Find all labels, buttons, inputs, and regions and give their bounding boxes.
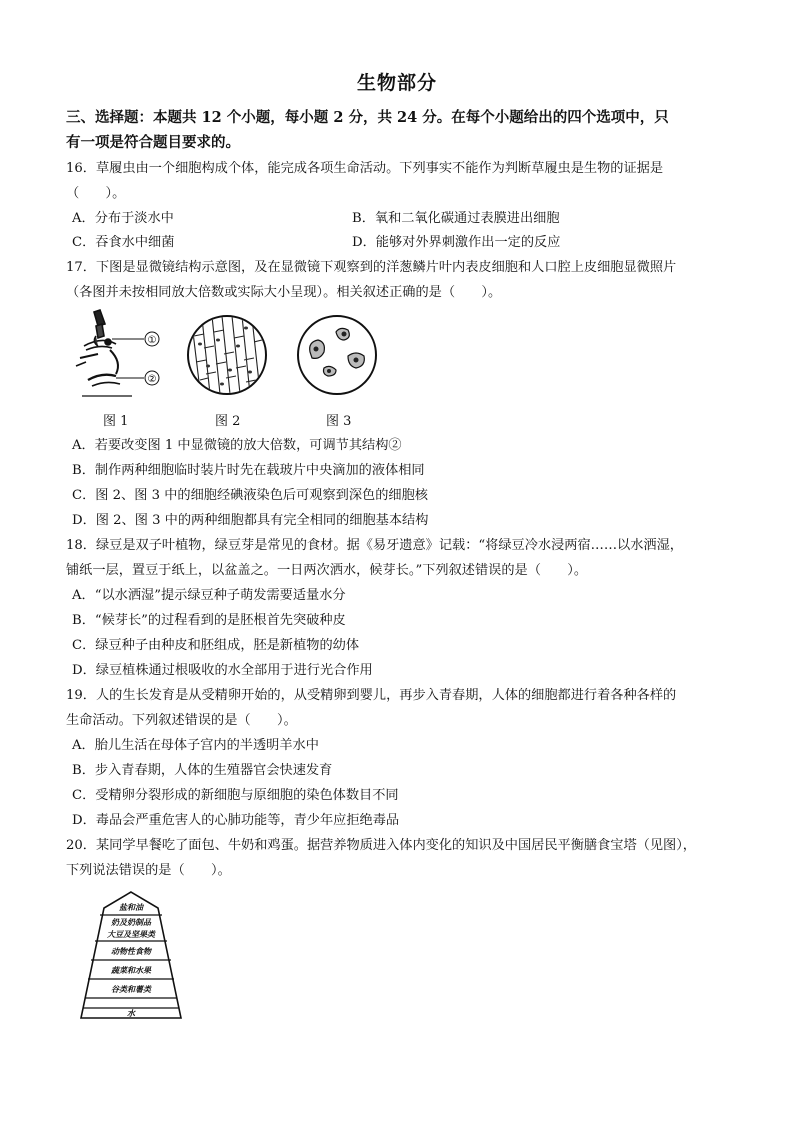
q19-stem-line2: 生命活动。下列叙述错误的是（ ）。 <box>66 713 297 728</box>
q16-option-d: D．能够对外界刺激作出一定的反应 <box>352 235 561 250</box>
page-title: 生物部分 <box>356 72 437 94</box>
q20-stem-line2: 下列说法错误的是（ ）。 <box>66 863 231 878</box>
q16-option-c: C．吞食水中细菌 <box>72 235 175 250</box>
pyramid-tier-animal-food: 动物性食物 <box>111 946 151 956</box>
q19-option-b: B．步入青春期，人体的生殖器官会快速发育 <box>72 763 333 778</box>
q16-stem-line2: （ ）。 <box>66 186 126 201</box>
figure-1-caption: 图 1 <box>103 414 129 429</box>
q19-option-d: D．毒品会严重危害人的心肺功能等，青少年应拒绝毒品 <box>72 813 400 828</box>
q17-option-a: A．若要改变图 1 中显微镜的放大倍数，可调节其结构② <box>72 438 402 453</box>
q18-stem-line1: 18．绿豆是双子叶植物，绿豆芽是常见的食材。据《易牙遗意》记载：“将绿豆冷水浸两宿……以水洒湿， <box>66 538 683 553</box>
pyramid-tier-grains: 谷类和薯类 <box>111 984 151 994</box>
q16-stem-line1: 16．草履虫由一个细胞构成个体，能完成各项生命活动。下列事实不能作为判断草履虫是生物的证据是 <box>66 161 664 176</box>
q17-option-c: C．图 2、图 3 中的细胞经碘液染色后可观察到深色的细胞核 <box>72 488 428 503</box>
microscope-label-2: ② <box>147 374 157 385</box>
q17-option-b: B．制作两种细胞临时装片时先在载玻片中央滴加的液体相同 <box>72 463 425 478</box>
q17-stem-line1: 17．下图是显微镜结构示意图，及在显微镜下观察到的洋葱鳞片叶内表皮细胞和人口腔上皮细胞显微照片 <box>66 260 677 275</box>
microscope-label-1: ① <box>147 335 157 346</box>
q18-stem-line2: 铺纸一层，置豆于纸上，以盆盖之。一日两次洒水，候芽长。”下列叙述错误的是（ ）。 <box>66 563 588 578</box>
q18-option-b: B．“候芽长”的过程看到的是胚根首先突破种皮 <box>72 613 346 628</box>
section-header-line1: 三、选择题：本题共 12 个小题，每小题 2 分，共 24 分。在每个小题给出的四个选项中，只 <box>66 109 669 126</box>
q17-stem-line2: （各图并未按相同放大倍数或实际大小呈现）。相关叙述正确的是（ ）。 <box>66 285 502 300</box>
pyramid-tier-dairy: 奶及奶制品 <box>111 917 151 927</box>
q19-option-a: A．胎儿生活在母体子宫内的半透明羊水中 <box>72 738 319 753</box>
section-header-line2: 有一项是符合题目要求的。 <box>66 134 240 151</box>
pyramid-tier-soy-nuts: 大豆及坚果类 <box>107 929 155 939</box>
figure-3-caption: 图 3 <box>326 414 352 429</box>
pyramid-tier-vegetables-fruits: 蔬菜和水果 <box>111 965 151 975</box>
food-pyramid <box>76 888 186 1024</box>
figure-2-caption: 图 2 <box>215 414 241 429</box>
pyramid-tier-salt-oil: 盐和油 <box>119 902 143 912</box>
pyramid-tier-water: 水 <box>127 1008 135 1018</box>
q16-option-a: A．分布于淡水中 <box>72 211 174 226</box>
cheek-cells-figure <box>296 314 378 396</box>
q17-option-d: D．图 2、图 3 中的两种细胞都具有完全相同的细胞基本结构 <box>72 513 429 528</box>
q18-option-a: A．“以水洒湿”提示绿豆种子萌发需要适量水分 <box>72 588 346 603</box>
q19-stem-line1: 19．人的生长发育是从受精卵开始的，从受精卵到婴儿，再步入青春期，人体的细胞都进行着各种各样的 <box>66 688 677 703</box>
q18-option-c: C．绿豆种子由种皮和胚组成，胚是新植物的幼体 <box>72 638 360 653</box>
onion-cells-figure <box>186 314 268 396</box>
q18-option-d: D．绿豆植株通过根吸收的水全部用于进行光合作用 <box>72 663 373 678</box>
q20-stem-line1: 20．某同学早餐吃了面包、牛奶和鸡蛋。据营养物质进入体内变化的知识及中国居民平衡膳食宝塔（见图）， <box>66 838 696 853</box>
q16-option-b: B．氧和二氧化碳通过表膜进出细胞 <box>352 211 560 226</box>
q19-option-c: C．受精卵分裂形成的新细胞与原细胞的染色体数目不同 <box>72 788 399 803</box>
microscope-figure <box>72 306 172 402</box>
